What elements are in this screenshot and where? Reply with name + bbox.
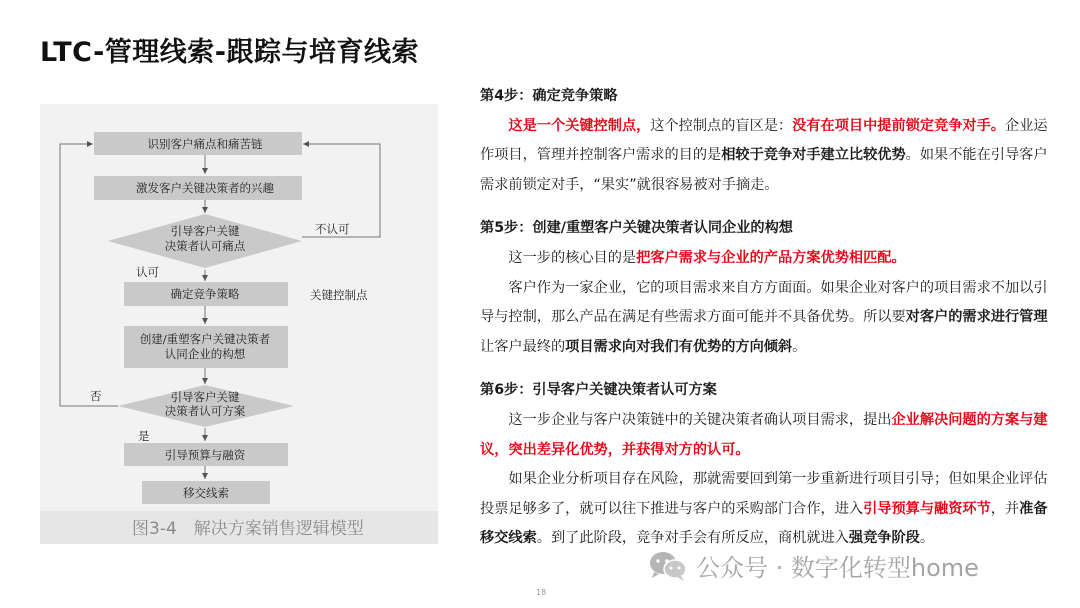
step5-bold-tilt: 项目需求向对我们有优势的方向倾斜 bbox=[565, 338, 793, 355]
step4-blind-spot-text: 没有在项目中提前锁定竞争对手。 bbox=[792, 117, 1005, 134]
decision-approve-pain-label-1: 引导客户关键 bbox=[170, 224, 240, 238]
label-yes: 是 bbox=[138, 429, 150, 443]
steps-content bbox=[480, 82, 1060, 554]
step5-paragraph-2 bbox=[480, 274, 1060, 363]
step5-text-4: 。 bbox=[792, 338, 807, 355]
page-number: 18 bbox=[536, 588, 547, 597]
step4-key-control-text: 这是一个关键控制点， bbox=[508, 117, 651, 134]
label-not-approved: 不认可 bbox=[315, 222, 350, 236]
step6-title: 第6步：引导客户关键决策者认可方案 bbox=[480, 382, 717, 399]
step5-text-3: 让客户最终的 bbox=[480, 338, 566, 355]
step4-paragraph bbox=[480, 112, 1060, 201]
watermark-text: 公众号 · 数字化转型home bbox=[696, 554, 979, 582]
step6-text-2: 如果企业分析项目存在风险，那就需要回到第一步重新进行项目引导；但如果企业评估投票足够多了，就可以往下推进与客户的采购部门合作，进入 bbox=[480, 471, 1048, 517]
step6-solution-text: 企业解决问题的方案与建议，突出差异化优势，并获得对方的认可。 bbox=[480, 411, 1048, 458]
wechat-icon bbox=[648, 550, 688, 582]
node-competition-strategy-label: 确定竞争策略 bbox=[170, 287, 240, 301]
step6-text-1: 这一步企业与客户决策链中的关键决策者确认项目需求，提出 bbox=[508, 411, 892, 428]
step5-text-2: 客户作为一家企业，它的项目需求来自方方面面。如果企业对客户的项目需求不加以引导与控制，那么产品在满足有些需求方面可能并不具备优势。所以要 bbox=[480, 279, 1048, 326]
decision-approve-solution-label-2: 决策者认可方案 bbox=[164, 404, 246, 418]
label-no: 否 bbox=[90, 389, 102, 403]
node-build-vision-label-2: 认同企业的构想 bbox=[164, 347, 246, 361]
step5-paragraph-1 bbox=[480, 244, 1060, 274]
node-identify-pain-label: 识别客户痛点和痛苦链 bbox=[147, 137, 263, 151]
step4-text-2: 企业运作项目，管理并控制客户需求的目的是 bbox=[480, 117, 1048, 164]
page-title: LTC-管理线索-跟踪与培育线索 bbox=[40, 37, 419, 68]
step5-text-1: 这一步的核心目的是 bbox=[508, 249, 637, 266]
step4-text-1: 这个控制点的盲区是： bbox=[650, 117, 793, 134]
watermark bbox=[648, 548, 979, 583]
step4-text-3: 。如果不能在引导客户需求前锁定对手，“果实”就很容易被对手摘走。 bbox=[480, 147, 1048, 193]
step6-text-4: 。到了此阶段，竞争对手会有所反应，商机就进入 bbox=[536, 530, 849, 547]
node-handover-lead-label: 移交线索 bbox=[183, 486, 229, 500]
step4-bold-advantage: 相较于竞争对手建立比较优势 bbox=[721, 147, 906, 164]
step6-paragraph-2 bbox=[480, 465, 1060, 554]
decision-approve-solution-label-1: 引导客户关键 bbox=[170, 390, 240, 404]
step6-budget-text: 引导预算与融资环节 bbox=[863, 500, 991, 517]
node-build-vision-label-1: 创建/重塑客户关键决策者 bbox=[139, 332, 271, 346]
step5-match-text: 把客户需求与企业的产品方案优势相匹配。 bbox=[636, 249, 906, 266]
step6-bold-handover: 准备移交线索 bbox=[480, 500, 1048, 547]
label-approved: 认可 bbox=[136, 265, 159, 279]
step5-bold-manage: 对客户的需求进行管理 bbox=[905, 309, 1048, 326]
step4-title: 第4步：确定竞争策略 bbox=[480, 88, 618, 104]
node-budget-financing-label: 引导预算与融资 bbox=[164, 448, 246, 462]
step5-title: 第5步：创建/重塑客户关键决策者认同企业的构想 bbox=[480, 220, 793, 237]
step6-paragraph-1 bbox=[480, 406, 1060, 465]
node-stimulate-interest-label: 激发客户关键决策者的兴趣 bbox=[136, 181, 274, 195]
step6-text-3: ，并 bbox=[990, 500, 1020, 517]
step6-text-5: 。 bbox=[919, 530, 935, 547]
label-key-control-point: 关键控制点 bbox=[310, 288, 368, 302]
flowchart-svg bbox=[40, 104, 438, 544]
decision-approve-pain-label-2: 决策者认可痛点 bbox=[164, 239, 246, 253]
figure-caption: 图3-4 解决方案销售逻辑模型 bbox=[132, 519, 364, 539]
step6-bold-strong-competition: 强竞争阶段 bbox=[848, 530, 920, 547]
flowchart-figure bbox=[40, 104, 438, 544]
